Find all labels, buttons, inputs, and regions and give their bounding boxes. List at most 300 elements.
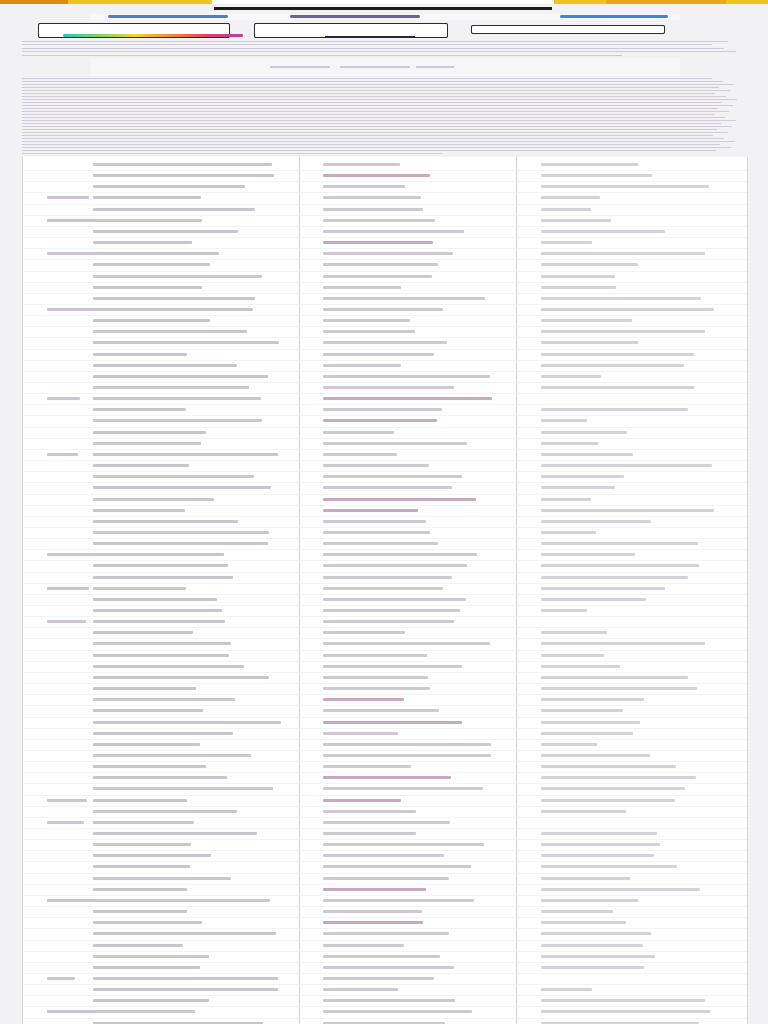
- notice-text-fragment: [416, 66, 454, 68]
- entry-name[interactable]: [93, 464, 189, 467]
- entry-name[interactable]: [93, 241, 192, 244]
- table-row-divider: [23, 404, 747, 405]
- entry-link[interactable]: [323, 386, 454, 389]
- table-row-divider: [23, 1018, 747, 1019]
- entry-name[interactable]: [93, 498, 214, 501]
- entry-value: [541, 676, 688, 679]
- table-row-divider: [23, 861, 747, 862]
- title-text-line: [22, 41, 728, 42]
- group-label: [47, 397, 80, 400]
- entry-link[interactable]: [323, 966, 454, 969]
- entry-name[interactable]: [93, 520, 238, 523]
- entry-name[interactable]: [93, 709, 203, 712]
- entry-link[interactable]: [323, 765, 411, 768]
- entry-link[interactable]: [323, 631, 405, 634]
- entry-value: [541, 230, 665, 233]
- entry-link[interactable]: [323, 419, 437, 422]
- entry-link[interactable]: [323, 330, 415, 333]
- table-row-divider: [23, 772, 747, 773]
- summary-text-line: [22, 96, 726, 97]
- entry-link[interactable]: [323, 531, 430, 534]
- summary-text-line: [22, 84, 734, 85]
- entry-link[interactable]: [323, 799, 401, 802]
- table-row-divider: [23, 817, 747, 818]
- entry-value: [541, 464, 712, 467]
- entry-name[interactable]: [93, 163, 272, 166]
- entry-name[interactable]: [93, 219, 202, 222]
- entry-link[interactable]: [323, 286, 401, 289]
- summary-text-line: [22, 117, 725, 118]
- page-title-band: [22, 38, 736, 60]
- entry-name[interactable]: [93, 553, 224, 556]
- entry-name[interactable]: [93, 854, 211, 857]
- entry-name[interactable]: [93, 654, 229, 657]
- entry-link[interactable]: [323, 252, 453, 255]
- table-row-divider: [23, 661, 747, 662]
- entry-value: [541, 587, 665, 590]
- entry-name[interactable]: [93, 509, 185, 512]
- table-row-divider: [23, 349, 747, 350]
- entry-value: [541, 944, 643, 947]
- table-row-divider: [23, 449, 747, 450]
- entry-name[interactable]: [93, 676, 269, 679]
- entry-link[interactable]: [323, 486, 452, 489]
- entry-value: [541, 542, 698, 545]
- entry-link[interactable]: [323, 843, 484, 846]
- table-row-divider: [23, 170, 747, 171]
- entry-link[interactable]: [323, 743, 491, 746]
- entry-value: [541, 888, 700, 891]
- entry-link[interactable]: [323, 464, 429, 467]
- entry-link[interactable]: [323, 408, 442, 411]
- entry-link[interactable]: [323, 654, 427, 657]
- entry-value: [541, 642, 705, 645]
- entry-name[interactable]: [93, 453, 278, 456]
- entry-value: [541, 442, 598, 445]
- entry-link[interactable]: [323, 620, 454, 623]
- entry-link[interactable]: [323, 676, 428, 679]
- entry-name[interactable]: [93, 353, 187, 356]
- table-row-divider: [23, 717, 747, 718]
- summary-text-line: [22, 153, 442, 154]
- entry-name[interactable]: [93, 275, 262, 278]
- summary-text-line: [22, 93, 715, 94]
- entry-value: [541, 509, 714, 512]
- title-text-line: [22, 55, 622, 56]
- entry-value: [541, 999, 705, 1002]
- entry-link[interactable]: [323, 230, 464, 233]
- entry-link[interactable]: [323, 721, 462, 724]
- entry-name[interactable]: [93, 319, 210, 322]
- entry-name[interactable]: [93, 564, 228, 567]
- summary-text-line: [22, 135, 713, 136]
- entry-name[interactable]: [93, 754, 251, 757]
- entry-name[interactable]: [93, 910, 187, 913]
- entry-value: [541, 498, 591, 501]
- entry-name[interactable]: [93, 865, 190, 868]
- entry-link[interactable]: [323, 297, 485, 300]
- entry-name[interactable]: [93, 620, 225, 623]
- entry-value: [541, 297, 701, 300]
- entry-name[interactable]: [93, 375, 268, 378]
- entry-link[interactable]: [323, 587, 443, 590]
- entry-value: [541, 319, 632, 322]
- entry-name[interactable]: [93, 799, 187, 802]
- entry-name[interactable]: [93, 185, 245, 188]
- entry-name[interactable]: [93, 208, 255, 211]
- color-spectrum-tool[interactable]: [38, 23, 230, 38]
- entry-link[interactable]: [323, 576, 452, 579]
- table-row-divider: [23, 304, 747, 305]
- nav-strip: [90, 14, 680, 20]
- panel-tool[interactable]: [471, 25, 665, 34]
- entry-link[interactable]: [323, 475, 462, 478]
- entry-value: [541, 665, 620, 668]
- entry-value: [541, 475, 624, 478]
- entry-name[interactable]: [93, 888, 187, 891]
- entry-name[interactable]: [93, 531, 269, 534]
- entry-link[interactable]: [323, 776, 451, 779]
- entry-link[interactable]: [323, 921, 423, 924]
- entry-name[interactable]: [93, 364, 237, 367]
- entry-name[interactable]: [93, 598, 217, 601]
- entry-name[interactable]: [93, 732, 233, 735]
- entry-name[interactable]: [93, 386, 249, 389]
- entry-value: [541, 419, 587, 422]
- entry-link[interactable]: [323, 999, 455, 1002]
- entry-name[interactable]: [93, 1010, 195, 1013]
- brand-logo[interactable]: [0, 0, 68, 4]
- table-row-divider: [23, 471, 747, 472]
- entry-link[interactable]: [323, 353, 434, 356]
- table-row-divider: [23, 940, 747, 941]
- entry-link[interactable]: [323, 431, 394, 434]
- summary-text-line: [22, 150, 716, 151]
- entry-value: [541, 932, 651, 935]
- entry-link[interactable]: [323, 375, 490, 378]
- table-row-divider: [23, 884, 747, 885]
- table-row-divider: [23, 917, 747, 918]
- entry-link[interactable]: [323, 564, 467, 567]
- entry-name[interactable]: [93, 810, 237, 813]
- entry-link[interactable]: [323, 509, 418, 512]
- table-row-divider: [23, 382, 747, 383]
- entry-name[interactable]: [93, 743, 200, 746]
- summary-text-line: [22, 78, 712, 79]
- entry-name[interactable]: [93, 687, 196, 690]
- entry-name[interactable]: [93, 988, 278, 991]
- group-label: [47, 821, 84, 824]
- table-row-divider: [23, 850, 747, 851]
- entry-link[interactable]: [323, 698, 404, 701]
- account-menu[interactable]: [606, 0, 726, 4]
- nav-item-2[interactable]: [290, 15, 420, 18]
- entry-value: [541, 799, 675, 802]
- entry-name[interactable]: [93, 944, 183, 947]
- entry-link[interactable]: [323, 988, 398, 991]
- entry-name[interactable]: [93, 408, 186, 411]
- entry-name[interactable]: [93, 230, 238, 233]
- table-row-divider: [23, 594, 747, 595]
- entry-name[interactable]: [93, 966, 200, 969]
- entry-link[interactable]: [323, 888, 426, 891]
- entry-value: [541, 776, 696, 779]
- entry-value: [541, 732, 633, 735]
- swatch-tool[interactable]: [254, 23, 448, 38]
- table-row-divider: [23, 516, 747, 517]
- entry-link[interactable]: [323, 598, 466, 601]
- entry-link[interactable]: [323, 877, 449, 880]
- entry-value: [541, 698, 644, 701]
- group-label: [47, 196, 89, 199]
- entry-value: [541, 576, 688, 579]
- table-row-divider: [23, 438, 747, 439]
- entry-name[interactable]: [93, 877, 231, 880]
- group-label: [47, 620, 86, 623]
- entry-link[interactable]: [323, 977, 434, 980]
- entry-value: [541, 208, 591, 211]
- table-row-divider: [23, 326, 747, 327]
- entry-name[interactable]: [93, 308, 253, 311]
- table-row-divider: [23, 248, 747, 249]
- entry-name[interactable]: [93, 921, 202, 924]
- notice-text-fragment: [340, 66, 410, 68]
- entry-link[interactable]: [323, 308, 443, 311]
- group-label: [47, 977, 75, 980]
- entry-name[interactable]: [93, 843, 191, 846]
- entry-name[interactable]: [93, 330, 247, 333]
- entry-name[interactable]: [93, 486, 271, 489]
- entry-link[interactable]: [323, 397, 492, 400]
- entry-link[interactable]: [323, 709, 439, 712]
- table-row-divider: [23, 951, 747, 952]
- entry-link[interactable]: [323, 854, 444, 857]
- table-row-divider: [23, 984, 747, 985]
- entry-link[interactable]: [323, 609, 460, 612]
- table-row-divider: [23, 237, 747, 238]
- nav-item-1[interactable]: [108, 15, 228, 18]
- title-text-line: [22, 44, 712, 45]
- entry-name[interactable]: [93, 576, 233, 579]
- entry-link[interactable]: [323, 520, 426, 523]
- entry-name[interactable]: [93, 431, 206, 434]
- entry-link[interactable]: [323, 732, 398, 735]
- entry-link[interactable]: [323, 832, 416, 835]
- entry-name[interactable]: [93, 286, 202, 289]
- entry-name[interactable]: [93, 631, 193, 634]
- entry-link[interactable]: [323, 787, 483, 790]
- summary-text-line: [22, 102, 722, 103]
- entry-link[interactable]: [323, 263, 438, 266]
- entry-value: [541, 408, 688, 411]
- table-row-divider: [23, 1006, 747, 1007]
- entry-value: [541, 854, 654, 857]
- listing-table: [22, 157, 748, 1024]
- entry-name[interactable]: [93, 174, 274, 177]
- entry-value: [541, 174, 652, 177]
- entry-link[interactable]: [323, 944, 404, 947]
- entry-link[interactable]: [323, 163, 400, 166]
- entry-link[interactable]: [323, 754, 491, 757]
- entry-name[interactable]: [93, 587, 186, 590]
- entry-link[interactable]: [323, 932, 449, 935]
- entry-name[interactable]: [93, 832, 257, 835]
- entry-name[interactable]: [93, 977, 278, 980]
- entry-link[interactable]: [323, 899, 474, 902]
- entry-value: [541, 163, 638, 166]
- entry-link[interactable]: [323, 1010, 472, 1013]
- table-row-divider: [23, 928, 747, 929]
- entry-name[interactable]: [93, 475, 254, 478]
- entry-value: [541, 966, 644, 969]
- entry-value: [541, 263, 638, 266]
- entry-value: [541, 955, 655, 958]
- entry-value: [541, 431, 627, 434]
- table-row-divider: [23, 627, 747, 628]
- summary-text-line: [22, 126, 732, 127]
- entry-link[interactable]: [323, 208, 423, 211]
- summary-text-line: [22, 81, 723, 82]
- entry-link[interactable]: [323, 196, 421, 199]
- entry-value: [541, 687, 697, 690]
- entry-value: [541, 286, 616, 289]
- entry-value: [541, 988, 592, 991]
- entry-name[interactable]: [93, 999, 209, 1002]
- table-row-divider: [23, 360, 747, 361]
- summary-text-line: [22, 129, 717, 130]
- summary-text-line: [22, 120, 736, 121]
- entry-link[interactable]: [323, 341, 447, 344]
- entry-value: [541, 196, 600, 199]
- entry-link[interactable]: [323, 642, 490, 645]
- table-row-divider: [23, 204, 747, 205]
- entry-name[interactable]: [93, 721, 281, 724]
- entry-link[interactable]: [323, 665, 462, 668]
- group-label: [47, 453, 78, 456]
- entry-link[interactable]: [323, 553, 477, 556]
- entry-name[interactable]: [93, 419, 262, 422]
- entry-link[interactable]: [323, 241, 433, 244]
- entry-value: [541, 531, 596, 534]
- entry-value: [541, 564, 699, 567]
- table-row-divider: [23, 181, 747, 182]
- nav-item-3[interactable]: [560, 15, 668, 18]
- summary-text-line: [22, 105, 733, 106]
- entry-link[interactable]: [323, 185, 405, 188]
- table-row-divider: [23, 427, 747, 428]
- entry-name[interactable]: [93, 698, 235, 701]
- entry-value: [541, 486, 615, 489]
- entry-value: [541, 341, 638, 344]
- entry-value: [541, 386, 694, 389]
- column-divider: [516, 157, 517, 1024]
- entry-value: [541, 843, 660, 846]
- table-row-divider: [23, 828, 747, 829]
- entry-value: [541, 787, 685, 790]
- entry-value: [541, 910, 613, 913]
- entry-value: [541, 721, 640, 724]
- entry-value: [541, 353, 694, 356]
- entry-value: [541, 921, 626, 924]
- entry-name[interactable]: [93, 297, 255, 300]
- entry-name[interactable]: [93, 196, 201, 199]
- entry-value: [541, 631, 607, 634]
- table-row-divider: [23, 482, 747, 483]
- table-row-divider: [23, 494, 747, 495]
- entry-link[interactable]: [323, 955, 440, 958]
- table-row-divider: [23, 192, 747, 193]
- table-row-divider: [23, 271, 747, 272]
- entry-value: [541, 865, 677, 868]
- entry-value: [541, 709, 623, 712]
- entry-value: [541, 375, 601, 378]
- entry-link[interactable]: [323, 275, 432, 278]
- entry-link[interactable]: [323, 821, 450, 824]
- entry-name[interactable]: [93, 397, 261, 400]
- entry-name[interactable]: [93, 642, 231, 645]
- search-input[interactable]: [212, 0, 554, 4]
- entry-name[interactable]: [93, 252, 219, 255]
- entry-name[interactable]: [93, 665, 244, 668]
- entry-name[interactable]: [93, 932, 276, 935]
- entry-link[interactable]: [323, 364, 401, 367]
- top-bar: [0, 0, 768, 4]
- table-row-divider: [23, 750, 747, 751]
- entry-name[interactable]: [93, 955, 209, 958]
- title-text-line: [22, 48, 724, 49]
- entry-name[interactable]: [93, 765, 206, 768]
- summary-paragraph: [22, 76, 738, 156]
- entry-link[interactable]: [323, 442, 467, 445]
- entry-link[interactable]: [323, 174, 430, 177]
- entry-value: [541, 275, 615, 278]
- entry-link[interactable]: [323, 453, 397, 456]
- entry-link[interactable]: [323, 542, 438, 545]
- entry-name[interactable]: [93, 787, 273, 790]
- entry-link[interactable]: [323, 219, 435, 222]
- entry-name[interactable]: [93, 821, 194, 824]
- table-row-divider: [23, 282, 747, 283]
- table-row-divider: [23, 572, 747, 573]
- summary-text-line: [22, 90, 730, 91]
- entry-value: [541, 453, 633, 456]
- entry-link[interactable]: [323, 319, 410, 322]
- entry-value: [541, 219, 611, 222]
- summary-text-line: [22, 141, 735, 142]
- table-row-divider: [23, 728, 747, 729]
- entry-value: [541, 1010, 710, 1013]
- entry-link[interactable]: [323, 910, 422, 913]
- entry-value: [541, 743, 597, 746]
- entry-name[interactable]: [93, 341, 279, 344]
- entry-link[interactable]: [323, 498, 476, 501]
- entry-value: [541, 609, 587, 612]
- entry-name[interactable]: [93, 609, 222, 612]
- entry-link[interactable]: [323, 865, 471, 868]
- entry-name[interactable]: [93, 263, 210, 266]
- entry-name[interactable]: [93, 776, 227, 779]
- table-row-divider: [23, 683, 747, 684]
- entry-value: [541, 364, 684, 367]
- summary-text-line: [22, 132, 728, 133]
- entry-name[interactable]: [93, 442, 201, 445]
- table-row-divider: [23, 259, 747, 260]
- entry-link[interactable]: [323, 810, 416, 813]
- entry-name[interactable]: [93, 899, 270, 902]
- entry-name[interactable]: [93, 542, 268, 545]
- table-row-divider: [23, 761, 747, 762]
- entry-link[interactable]: [323, 687, 430, 690]
